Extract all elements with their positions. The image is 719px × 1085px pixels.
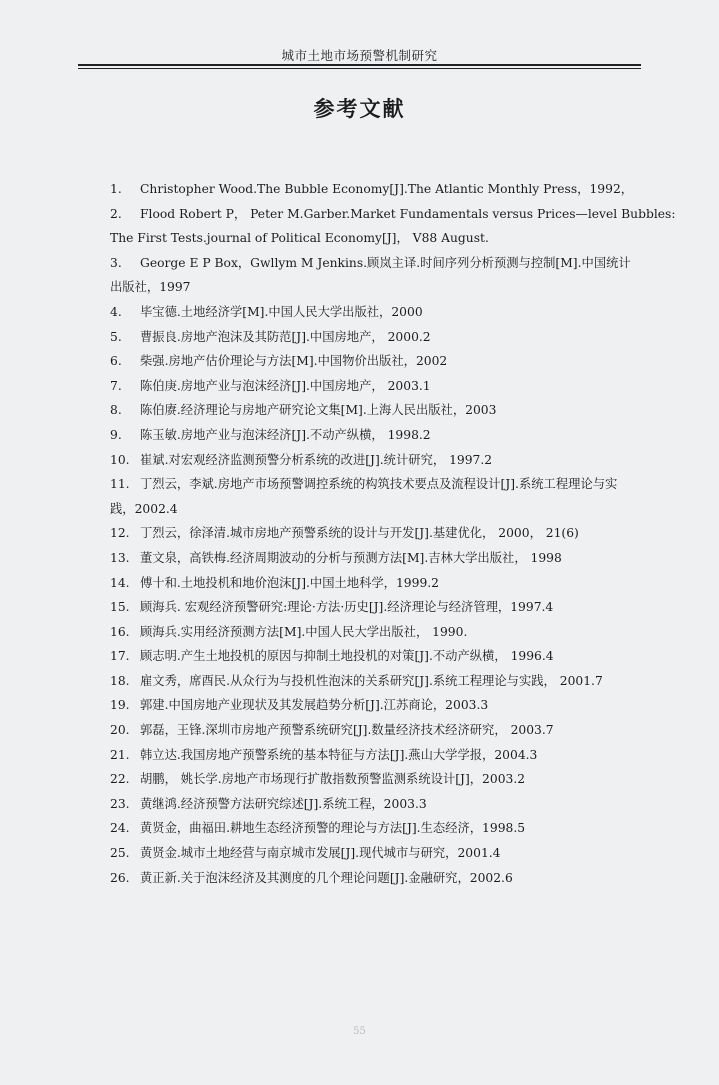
reference-item [110, 841, 710, 866]
reference-number: 19. [110, 698, 130, 713]
reference-number: 6. [110, 354, 122, 369]
reference-text: 雇文秀，席酉民.从众行为与投机性泡沫的关系研究[J].系统工程理论与实践， 2001.7 [140, 673, 603, 688]
section-title: 参考文献 [313, 96, 406, 121]
reference-text: 黄正新.关于泡沫经济及其测度的几个理论问题[J].金融研究，2002.6 [140, 870, 513, 885]
page-number: 55 [353, 1026, 366, 1037]
reference-text: George E P Box，Gwllym M Jenkins.顾岚主译.时间序列分析预测与控制[M].中国统计 [140, 255, 631, 270]
reference-list [110, 177, 710, 890]
reference-text: 陈玉敏.房地产业与泡沫经济[J].不动产纵横， 1998.2 [140, 427, 431, 442]
header-rule [78, 64, 641, 66]
reference-text: Flood Robert P， Peter M.Garber.Market Fundamentals versus Prices—level Bubbles: [140, 206, 676, 221]
reference-number: 7. [110, 378, 122, 393]
reference-text: 黄继鸿.经济预警方法研究综述[J].系统工程，2003.3 [140, 796, 427, 811]
reference-item [110, 767, 710, 792]
reference-text: 韩立达.我国房地产预警系统的基本特征与方法[J].燕山大学学报，2004.3 [140, 747, 538, 762]
reference-number: 17. [110, 649, 130, 664]
reference-number: 15. [110, 600, 130, 615]
reference-number: 13. [110, 550, 130, 565]
reference-item [110, 251, 710, 300]
reference-item [110, 792, 710, 817]
reference-item [110, 693, 710, 718]
reference-item [110, 521, 710, 546]
reference-item [110, 177, 710, 202]
reference-number: 22. [110, 772, 130, 787]
reference-text-continuation: 出版社，1997 [110, 280, 191, 295]
reference-text: Christopher Wood.The Bubble Economy[J].The Atlantic Monthly Press，1992， [140, 182, 634, 196]
reference-number: 26. [110, 870, 130, 885]
reference-text: 黄贤金.城市土地经营与南京城市发展[J].现代城市与研究，2001.4 [140, 846, 501, 861]
reference-item [110, 202, 710, 251]
reference-text-continuation: 践，2002.4 [110, 501, 178, 516]
reference-text: 丁烈云，徐泽清.城市房地产预警系统的设计与开发[J].基建优化， 2000， 21(6) [140, 526, 579, 541]
reference-item [110, 300, 710, 325]
reference-number: 4. [110, 304, 122, 319]
reference-item [110, 472, 710, 521]
reference-text: 郭建.中国房地产业现状及其发展趋势分析[J].江苏商论，2003.3 [140, 698, 489, 713]
reference-number: 21. [110, 747, 130, 762]
reference-item [110, 325, 710, 350]
reference-number: 14. [110, 575, 130, 590]
reference-number: 2. [110, 206, 122, 221]
reference-text: 董文泉，高铁梅.经济周期波动的分析与预测方法[M].吉林大学出版社， 1998 [140, 550, 562, 565]
header-rule-thin [78, 68, 641, 69]
reference-number: 16. [110, 624, 130, 639]
reference-item [110, 349, 710, 374]
reference-item [110, 423, 710, 448]
reference-text: 顾志明.产生土地投机的原因与抑制土地投机的对策[J].不动产纵横， 1996.4 [140, 649, 554, 664]
reference-number: 3. [110, 255, 122, 270]
reference-number: 23. [110, 796, 130, 811]
reference-item [110, 595, 710, 620]
running-header: 城市土地市场预警机制研究 [281, 48, 438, 63]
reference-text: 傅十和.土地投机和地价泡沫[J].中国土地科学，1999.2 [140, 575, 440, 590]
reference-number: 1. [110, 182, 122, 196]
reference-text: 顾海兵.实用经济预测方法[M].中国人民大学出版社， 1990. [140, 624, 468, 639]
reference-item [110, 816, 710, 841]
reference-text: 陈伯庚.房地产业与泡沫经济[J].中国房地产， 2003.1 [140, 378, 431, 393]
reference-item [110, 718, 710, 743]
reference-item [110, 644, 710, 669]
reference-number: 9. [110, 427, 122, 442]
reference-text: 毕宝德.土地经济学[M].中国人民大学出版社，2000 [140, 304, 423, 319]
reference-item [110, 398, 710, 423]
reference-number: 8. [110, 403, 122, 418]
reference-text: 黄贤金，曲福田.耕地生态经济预警的理论与方法[J].生态经济，1998.5 [140, 821, 526, 836]
reference-text: 郭磊，王锋.深圳市房地产预警系统研究[J].数量经济技术经济研究， 2003.7 [140, 723, 554, 738]
reference-number: 11. [110, 477, 130, 492]
reference-text: 曹振良.房地产泡沫及其防范[J].中国房地产， 2000.2 [140, 329, 431, 344]
reference-number: 10. [110, 452, 130, 467]
reference-text: 陈伯赓.经济理论与房地产研究论文集[M].上海人民出版社，2003 [140, 403, 497, 418]
reference-item [110, 448, 710, 473]
reference-number: 12. [110, 526, 130, 541]
reference-item [110, 743, 710, 768]
reference-text: 柴强.房地产估价理论与方法[M].中国物价出版社，2002 [140, 354, 448, 369]
reference-number: 20. [110, 723, 130, 738]
reference-text: 顾海兵. 宏观经济预警研究:理论·方法·历史[J].经济理论与经济管理，1997.4 [140, 600, 554, 615]
reference-item [110, 620, 710, 645]
reference-item [110, 374, 710, 399]
reference-text: 胡鹏， 姚长学.房地产市场现行扩散指数预警监测系统设计[J]，2003.2 [140, 772, 526, 787]
reference-number: 24. [110, 821, 130, 836]
reference-number: 5. [110, 329, 122, 344]
reference-item [110, 669, 710, 694]
reference-text: 崔斌.对宏观经济监测预警分析系统的改进[J].统计研究， 1997.2 [140, 452, 493, 467]
reference-text-continuation: The First Tests.journal of Political Economy[J]， V88 August. [110, 231, 489, 246]
reference-item [110, 546, 710, 571]
reference-item [110, 571, 710, 596]
reference-number: 25. [110, 846, 130, 861]
reference-number: 18. [110, 673, 130, 688]
reference-item [110, 866, 710, 891]
reference-text: 丁烈云，李斌.房地产市场预警调控系统的构筑技术要点及流程设计[J].系统工程理论与实 [140, 477, 618, 492]
